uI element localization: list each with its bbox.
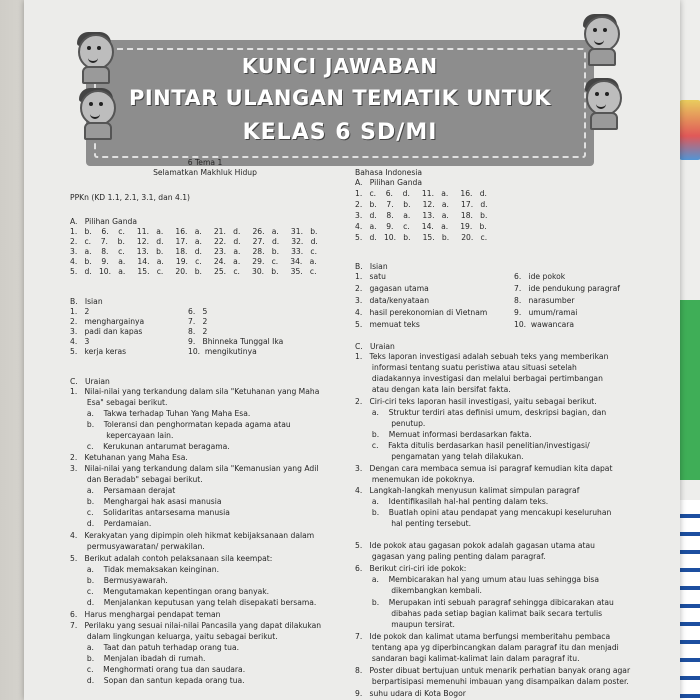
isian-item: 3. data/kenyataan [355,296,430,305]
uraian-line: dibahas pada setiap bagian kalimat baik secara tertulis [355,609,603,618]
uraian-line: a. Taat dan patuh terhadap orang tua. [70,643,240,652]
pg-row: 1. c. 6. d. 11. a. 16. d. [355,189,487,198]
isian-item: 6. 5 [188,307,208,316]
uraian-line: gagasan yang paling penting dalam paragraf. [355,552,546,561]
isian-item: 9. umum/ramai [514,308,578,317]
uraian-line: c. Kerukunan antarumat beragama. [70,442,230,451]
uraian-line: 6. Berikut ciri-ciri ide pokok: [355,564,467,573]
uraian-line: menemukan ide pokoknya. [355,475,475,484]
uraian-line: d. Perdamaian. [70,519,152,528]
uraian-line: 4. Kerakyatan yang dipimpin oleh hikmat kebijaksanaan dalam [70,531,315,540]
uraian-line: hal penting tersebut. [355,519,472,528]
uraian-line: dan Beradab" sebagai berikut. [70,475,203,484]
isian-item: 8. 2 [188,327,208,336]
uraian-line: pengamatan yang telah dilakukan. [355,452,524,461]
uraian-line: atau dengan kata lain bersifat fakta. [355,385,511,394]
isian-item: 2. gagasan utama [355,284,429,293]
pg-row: 5. d. 10. b. 15. b. 20. c. [355,233,488,242]
uraian-line: 1. Teks laporan investigasi adalah sebuah teks yang memberikan [355,352,609,361]
uraian-line: a. Persamaan derajat [70,486,176,495]
bahasa-heading: Bahasa Indonesia [355,168,423,177]
uraian-line: a. Takwa terhadap Tuhan Yang Maha Esa. [70,409,251,418]
cartoon-child-icon [582,80,622,124]
cartoon-child-icon [580,16,620,60]
isian-item: 3. padi dan kapas [70,327,143,336]
uraian-line: permusyawaratan/ perwakilan. [70,542,205,551]
uraian-line: 9. suhu udara di Kota Bogor [355,689,466,698]
uraian-line: 2. Ketuhanan yang Maha Esa. [70,453,188,462]
bahasa-section-b: B. Isian [355,262,388,271]
bahasa-section-c: C. Uraian [355,342,395,351]
pg-row: 2. c. 7. b. 12. d. 17. a. 22. d. 27. d. 32. d. [70,237,318,246]
banner-title-line-2: PINTAR ULANGAN TEMATIK UNTUK [128,86,552,110]
isian-item: 1. 2 [70,307,90,316]
uraian-line: b. Memuat informasi berdasarkan fakta. [355,430,532,439]
isian-item: 5. memuat teks [355,320,420,329]
isian-item: 5. kerja keras [70,347,127,356]
tema-number: 6 Tema 1 [187,158,223,167]
isian-item: 6. ide pokok [514,272,566,281]
isian-item: 9. Bhinneka Tunggal Ika [188,337,284,346]
uraian-line: berpartisipasi memenuhi imbauan yang disampaikan dalam poster. [355,677,629,686]
blue-text-fragment [677,500,700,700]
uraian-line: d. Sopan dan santun kepada orang tua. [70,676,245,685]
uraian-line: a. Identifikasilah hal-hal penting dalam teks. [355,497,549,506]
bahasa-section-a: A. Pilihan Ganda [355,178,422,187]
uraian-line: b. Bermusyawarah. [70,576,168,585]
uraian-line: 5. Ide pokok atau gagasan pokok adalah gagasan utama atau [355,541,595,550]
isian-item: 10. mengikutinya [188,347,257,356]
uraian-line: b. Menjalan ibadah di rumah. [70,654,206,663]
isian-item: 8. narasumber [514,296,575,305]
uraian-line: b. Buatlah opini atau pendapat yang mencakupi keseluruhan [355,508,612,517]
uraian-line: tentang apa yg diperbincangkan dalam paragraf itu dan menjadi [355,643,619,652]
uraian-line: d. Menjalankan keputusan yang telah disepakati bersama. [70,598,317,607]
uraian-line: dalam lingkungan keluarga, yaitu sebagai berikut. [70,632,278,641]
uraian-line: b. Merupakan inti sebuah paragraf sehingga dibicarakan atau [355,598,614,607]
uraian-line: Esa" sebagai berikut. [70,398,168,407]
isian-item: 1. satu [355,272,386,281]
isian-item: 2. menghargainya [70,317,145,326]
uraian-line: c. Mengutamakan kepentingan orang banyak. [70,587,270,596]
isian-item: 7. ide pendukung paragraf [514,284,620,293]
colorful-logo-fragment [679,100,700,160]
uraian-line: 3. Nilai-nilai yang terkandung dalam sila "Kemanusian yang Adil [70,464,319,473]
isian-item: 10. wawancara [514,320,575,329]
uraian-line: penutup. [355,419,426,428]
ppkn-section-b: B. Isian [70,297,103,306]
pg-row: 3. a. 8. c. 13. b. 18. d. 23. a. 28. b. 33. c. [70,247,317,256]
banner-title-line-1: KUNCI JAWABAN [241,54,439,78]
uraian-line: c. Menghormati orang tua dan saudara. [70,665,246,674]
uraian-line: 6. Harus menghargai pendapat teman [70,610,221,619]
isian-item: 4. hasil perekonomian di Vietnam [355,308,488,317]
pg-row: 3. d. 8. a. 13. a. 18. b. [355,211,488,220]
pg-row: 5. d. 10. a. 15. c. 20. b. 25. c. 30. b. 35. c. [70,267,317,276]
uraian-line: 4. Langkah-langkah menyusun kalimat simpulan paragraf [355,486,580,495]
title-banner [86,40,594,166]
uraian-line: 1. Nilai-nilai yang terkandung dalam sila "Ketuhanan yang Maha [70,387,320,396]
ppkn-section-c: C. Uraian [70,377,110,386]
uraian-line: a. Tidak memaksakan keinginan. [70,565,220,574]
banner-title-line-3: KELAS 6 SD/MI [242,120,438,145]
uraian-line: 3. Dengan cara membaca semua isi paragraf kemudian kita dapat [355,464,613,473]
uraian-line: informasi tentang suatu peristiwa atau situasi setelah [355,363,577,372]
uraian-line: b. Menghargai hak asasi manusia [70,497,222,506]
ppkn-section-a: A. Pilihan Ganda [70,217,137,226]
uraian-line: 7. Ide pokok dan kalimat utama berfungsi memberitahu pembaca [355,632,611,641]
pg-row: 4. b. 9. a. 14. a. 19. c. 24. a. 29. c. 34. a. [70,257,317,266]
uraian-line: a. Membicarakan hal yang umum atau luas sehingga bisa [355,575,600,584]
cartoon-child-icon [74,34,114,78]
uraian-line: 2. Ciri-ciri teks laporan hasil investigasi, yaitu sebagai berikut. [355,397,597,406]
uraian-line: 7. Perilaku yang sesuai nilai-nilai Pancasila yang dapat dilakukan [70,621,322,630]
uraian-line: c. Solidaritas antarsesama manusia [70,508,230,517]
pg-row: 1. b. 6. c. 11. a. 16. a. 21. d. 26. a. 31. b. [70,227,318,236]
subtema-title: Selamatkan Makhluk Hidup [153,168,257,177]
uraian-line: b. Toleransi dan penghormatan kepada agama atau [70,420,291,429]
uraian-line: kepercayaan lain. [70,431,174,440]
pg-row: 2. b. 7. b. 12. a. 17. d. [355,200,488,209]
uraian-line: dikembangkan kembali. [355,586,482,595]
uraian-line: maupun tersirat. [355,620,455,629]
cartoon-child-icon [76,90,116,134]
ppkn-heading: PPKn (KD 1.1, 2.1, 3.1, dan 4.1) [70,193,191,202]
uraian-line: c. Fakta ditulis berdasarkan hasil penelitian/investigasi/ [355,441,590,450]
uraian-line: sandaran bagi kalimat-kalimat lain dalam paragraf itu. [355,654,580,663]
uraian-line: 5. Berikut adalah contoh pelaksanaan sila keempat: [70,554,273,563]
isian-item: 4. 3 [70,337,90,346]
isian-item: 7. 2 [188,317,208,326]
uraian-line: a. Struktur terdiri atas definisi umum, deskripsi bagian, dan [355,408,607,417]
uraian-line: 8. Poster dibuat bertujuan untuk menarik perhatian banyak orang agar [355,666,631,675]
uraian-line: diadakannya investigasi dan melalui berbagai pertimbangan [355,374,603,383]
green-cover-fragment [677,300,700,480]
pg-row: 4. a. 9. c. 14. a. 19. b. [355,222,487,231]
